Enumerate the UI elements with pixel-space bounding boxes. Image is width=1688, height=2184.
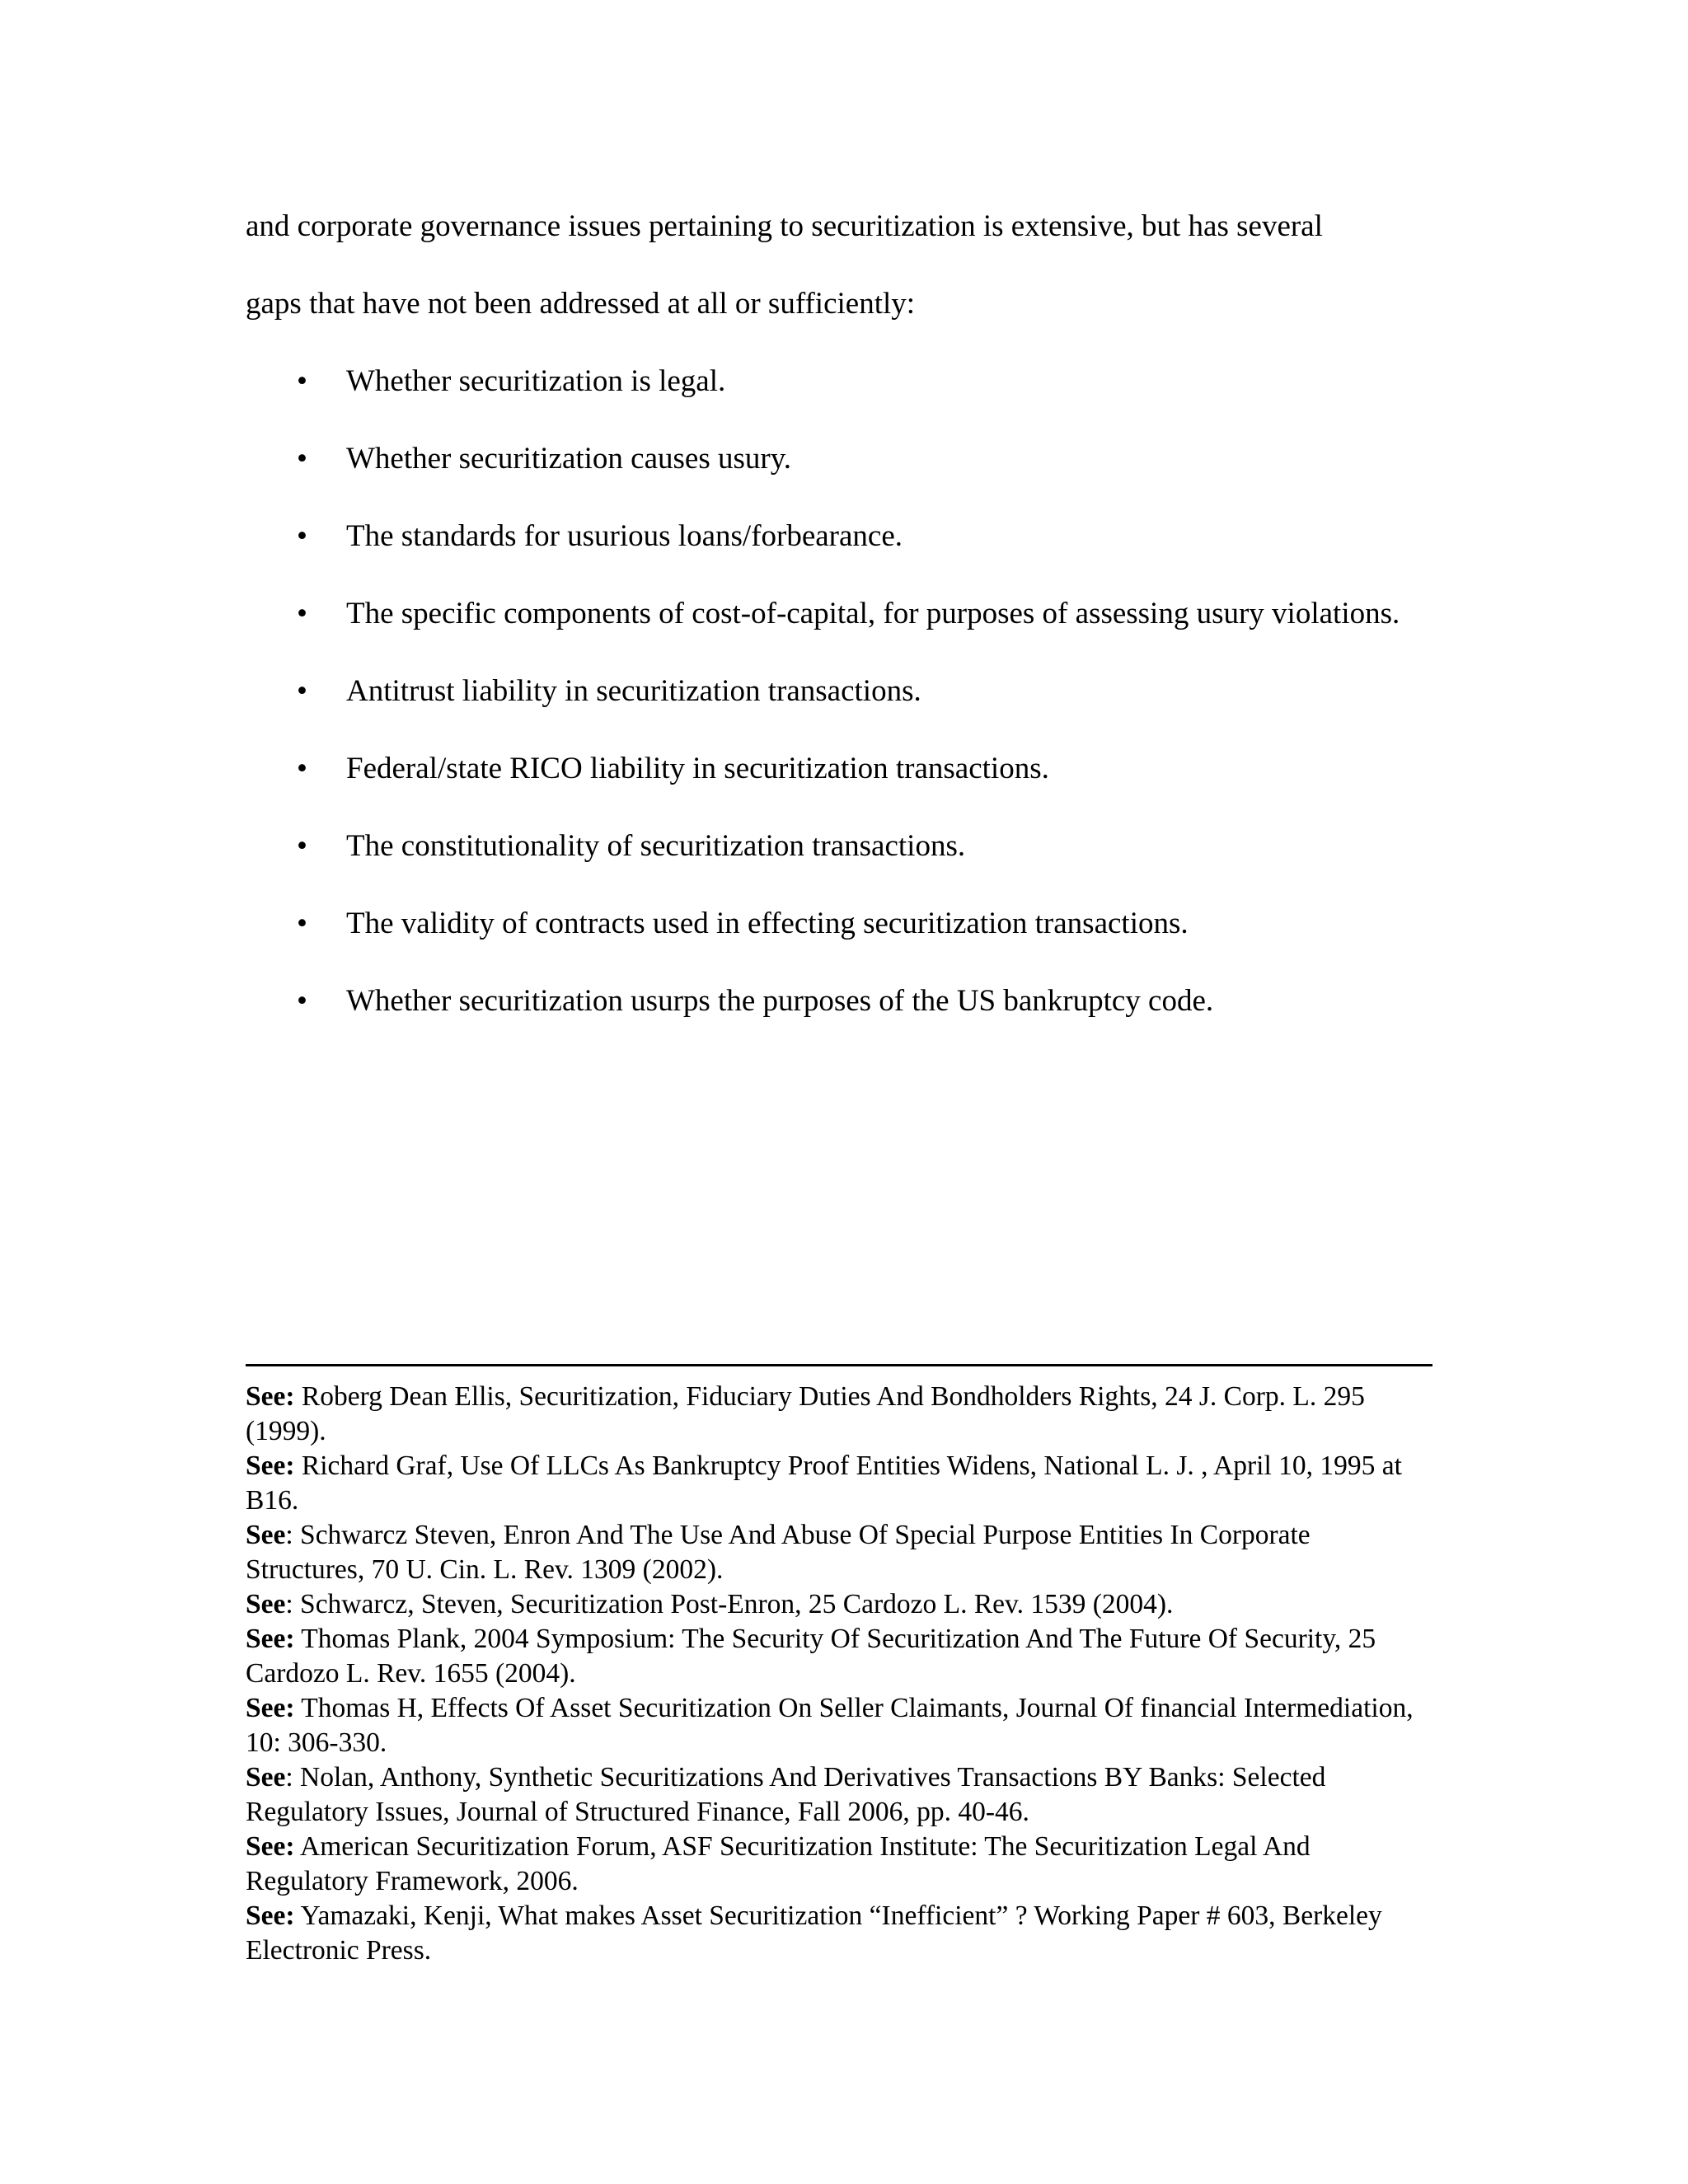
list-item-text: Whether securitization usurps the purposes of the US bankruptcy code. [346, 984, 1214, 1018]
footnote [246, 1899, 1432, 1968]
footnote-text: Yamazaki, Kenji, What makes Asset Securitization “Inefficient” ? Working Paper # 603, Berkeley Electronic Press. [246, 1900, 1382, 1966]
footnote [246, 1830, 1432, 1899]
footnote-label: See: [246, 1381, 295, 1412]
list-item-text: Whether securitization is legal. [346, 364, 726, 398]
bullet-icon: • [297, 984, 307, 1018]
list-item-text: The standards for usurious loans/forbearance. [346, 519, 903, 553]
bullet-icon: • [297, 829, 307, 863]
intro-line-1: and corporate governance issues pertaining to securitization is extensive, but has several [246, 209, 1323, 243]
bullet-icon: • [297, 752, 307, 785]
bullet-icon: • [297, 674, 307, 708]
list-item [246, 730, 1467, 808]
footnote-label: See [246, 1589, 286, 1619]
footnotes [246, 1380, 1432, 1968]
body-text [246, 188, 1432, 1040]
bullet-icon: • [297, 597, 307, 630]
list-item-text: The specific components of cost-of-capital, for purposes of assessing usury violations. [346, 597, 1400, 630]
list-item [246, 808, 1467, 885]
list-item [246, 963, 1467, 1040]
footnote-separator [246, 1364, 1432, 1366]
footnote-text: American Securitization Forum, ASF Securitization Institute: The Securitization Legal And Regulatory Framework, 2006. [246, 1831, 1311, 1896]
intro-line-2: gaps that have not been addressed at all or sufficiently: [246, 287, 916, 321]
list-item [246, 575, 1467, 653]
footnote [246, 1691, 1432, 1760]
bullet-icon: • [297, 364, 307, 398]
list-item [246, 498, 1467, 575]
footnote-label: See: [246, 1624, 295, 1654]
footnote-text: : Schwarcz Steven, Enron And The Use And Abuse Of Special Purpose Entities In Corporate Structures, 70 U. Cin. L. Rev. 1309 (2002). [246, 1520, 1311, 1585]
list-item-text: Antitrust liability in securitization transactions. [346, 674, 921, 708]
footnote-text: : Nolan, Anthony, Synthetic Securitizations And Derivatives Transactions BY Banks: Selected Regulatory Issues, Journal of Structured Finance, Fall 2006, pp. 40-46. [246, 1762, 1326, 1827]
footnote-text: Thomas H, Effects Of Asset Securitization On Seller Claimants, Journal Of financial Intermediation, 10: 306-330. [246, 1693, 1414, 1758]
footnote-label: See [246, 1762, 286, 1793]
list-item-text: Whether securitization causes usury. [346, 442, 792, 476]
list-item [246, 343, 1467, 420]
footnote-label: See: [246, 1451, 295, 1481]
list-item-text: The constitutionality of securitization transactions. [346, 829, 966, 863]
list-item [246, 653, 1467, 730]
bullet-icon: • [297, 907, 307, 940]
footnote [246, 1760, 1432, 1830]
bullet-icon: • [297, 519, 307, 553]
gap-list [246, 343, 1432, 1040]
bullet-icon: • [297, 442, 307, 476]
list-item [246, 885, 1467, 963]
list-item-text: The validity of contracts used in effecting securitization transactions. [346, 907, 1189, 940]
footnote [246, 1518, 1432, 1587]
footnote [246, 1587, 1432, 1622]
list-item [246, 420, 1467, 498]
footnote-label: See: [246, 1693, 295, 1723]
footnote-text: : Schwarcz, Steven, Securitization Post-Enron, 25 Cardozo L. Rev. 1539 (2004). [285, 1589, 1174, 1619]
list-item-text: Federal/state RICO liability in securitization transactions. [346, 752, 1049, 785]
footnote [246, 1380, 1432, 1449]
footnote-label: See: [246, 1831, 295, 1862]
footnote [246, 1449, 1432, 1518]
footnote-label: See [246, 1520, 286, 1550]
footnote [246, 1622, 1432, 1691]
footnote-text: Thomas Plank, 2004 Symposium: The Security Of Securitization And The Future Of Security, 25 Cardozo L. Rev. 1655 (2004). [246, 1624, 1376, 1689]
footnote-text: Richard Graf, Use Of LLCs As Bankruptcy Proof Entities Widens, National L. J. , April 10, 1995 at B16. [246, 1451, 1402, 1516]
footnote-text: Roberg Dean Ellis, Securitization, Fiduciary Duties And Bondholders Rights, 24 J. Corp. L. 295 (1999). [246, 1381, 1365, 1446]
footnote-label: See: [246, 1900, 295, 1931]
